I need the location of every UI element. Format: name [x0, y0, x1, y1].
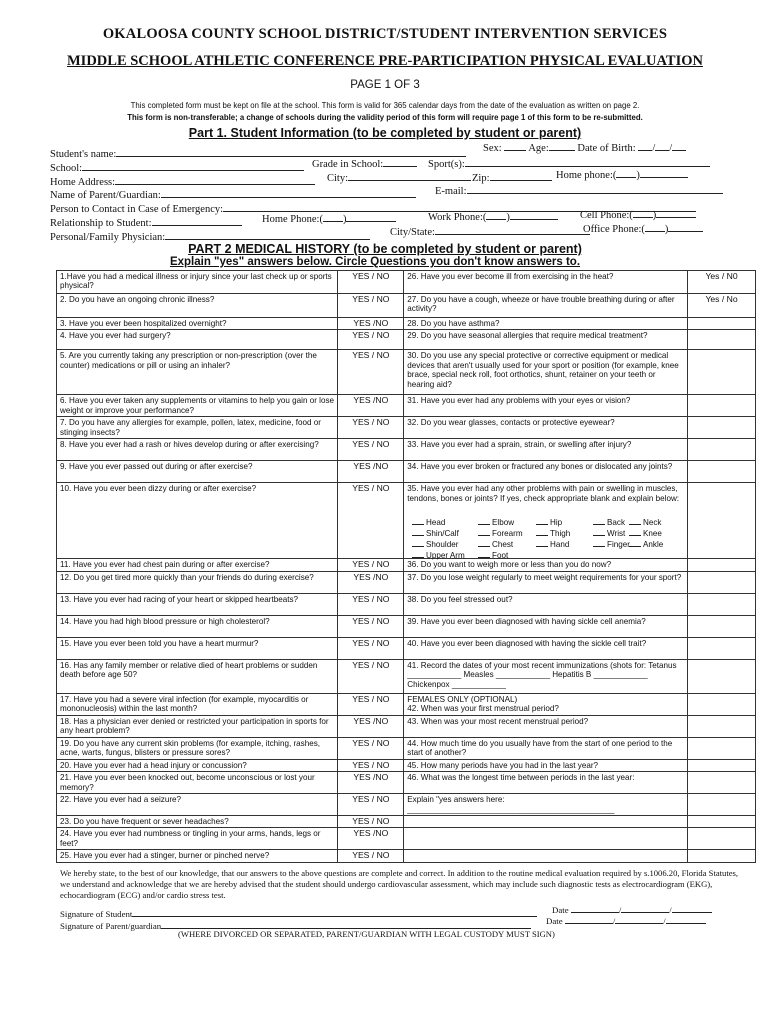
grade-label: Grade in School: — [312, 159, 384, 170]
question-row — [57, 559, 756, 571]
answer-right[interactable] — [688, 559, 756, 571]
city-state-label: City/State: — [390, 227, 435, 238]
body-part-label: Foot — [492, 551, 509, 560]
answer-left[interactable]: YES / NO — [338, 294, 404, 318]
body-part-label: Head — [426, 518, 446, 527]
answer-right[interactable] — [688, 330, 756, 350]
school-field[interactable] — [50, 160, 304, 174]
zip-label: Zip: — [472, 173, 490, 184]
body-part-label: Wrist — [607, 529, 626, 538]
relationship-label: Relationship to Student: — [50, 218, 152, 229]
answer-right[interactable] — [688, 794, 756, 816]
question-right — [404, 828, 688, 850]
part2-instructions: Explain "yes" answers below. Circle Questions you don't know answers to. — [169, 256, 581, 268]
home-phone-label: Home phone:( — [556, 170, 617, 181]
parent-name-field[interactable] — [50, 187, 416, 201]
body-part-label: Finger — [607, 540, 630, 549]
students-name-label: Student's name: — [50, 149, 117, 160]
body-part-option[interactable] — [478, 549, 508, 560]
answer-right[interactable] — [688, 483, 756, 559]
question-left: 19. Do you have any current skin problems (for example, itching, rashes, acne, warts, fungus, blisters or pressure sores? — [57, 737, 338, 759]
question-right: 33. Have you ever had a sprain, strain, or swelling after injury? — [404, 439, 688, 461]
body-part-option[interactable] — [593, 527, 625, 538]
question-right: 31. Have you ever had any problems with your eyes or vision? — [404, 395, 688, 417]
question-row — [57, 737, 756, 759]
question-right: 38. Do you feel stressed out? — [404, 593, 688, 615]
question-right: 29. Do you have seasonal allergies that require medical treatment? — [404, 330, 688, 350]
grade-field[interactable] — [312, 156, 417, 170]
answer-right[interactable] — [688, 828, 756, 850]
body-part-option[interactable] — [629, 516, 661, 527]
answer-right[interactable] — [688, 615, 756, 637]
question-row — [57, 772, 756, 794]
answer-left[interactable]: YES / NO — [338, 330, 404, 350]
answer-left[interactable]: YES /NO — [338, 828, 404, 850]
certification-statement: We hereby state, to the best of our knowledge, that our answers to the above questions are complete and correct. In addition to the routine medical evaluation required by s.1006.20, Florida Statutes, we understand and acknowledge that we are hereby advised that the student should undergo cardiovascular assessment, which may include such diagnostic tests as electrocardiogram (EKG), echocardiogram (ECG) and/or cardio stress test. — [60, 868, 739, 900]
question-row — [57, 271, 756, 294]
office-phone-field[interactable]: Office Phone:( ) — [583, 221, 703, 235]
question-left: 15. Have you ever been told you have a heart murmur? — [57, 637, 338, 659]
body-part-label: Hip — [550, 518, 563, 527]
answer-left[interactable]: YES / NO — [338, 350, 404, 395]
parent-date-label: Date — [546, 916, 563, 926]
question-left: 22. Have you ever had a seizure? — [57, 794, 338, 816]
answer-left[interactable]: YES /NO — [338, 715, 404, 737]
question-left: 11. Have you ever had chest pain during or after exercise? — [57, 559, 338, 571]
body-part-option[interactable] — [412, 527, 459, 538]
question-left: 25. Have you ever had a stinger, burner or pinched nerve? — [57, 850, 338, 862]
sports-label: Sport(s): — [428, 159, 465, 170]
answer-left[interactable]: YES / NO — [338, 816, 404, 828]
city-field[interactable] — [327, 170, 471, 184]
custody-note: (WHERE DIVORCED OR SEPARATED, PARENT/GUARDIAN WITH LEGAL CUSTODY MUST SIGN) — [178, 929, 555, 939]
question-left: 5. Are you currently taking any prescription or non-prescription (over the counter) medications or pill or using an inhaler? — [57, 350, 338, 395]
question-left: 16. Has any family member or relative died of heart problems or sudden death before age 50? — [57, 659, 338, 693]
body-part-option[interactable] — [478, 516, 514, 527]
body-part-option[interactable] — [412, 516, 445, 527]
answer-left[interactable]: YES /NO — [338, 318, 404, 330]
body-part-label: Shin/Calf — [426, 529, 459, 538]
office-phone-label: Office Phone:( — [583, 224, 645, 235]
physician-label: Personal/Family Physician: — [50, 232, 166, 243]
answer-left[interactable]: YES / NO — [338, 737, 404, 759]
body-part-label: Forearm — [492, 529, 523, 538]
question-row — [57, 395, 756, 417]
work-phone-field[interactable]: Work Phone:( ) — [428, 209, 558, 223]
answer-right[interactable]: Yes / N0 — [688, 271, 756, 294]
cell-phone-label: Cell Phone:( — [580, 210, 633, 221]
answer-left[interactable]: YES /NO — [338, 571, 404, 593]
question-left: 2. Do you have an ongoing chronic illness? — [57, 294, 338, 318]
question-left: 17. Have you had a severe viral infection (for example, myocarditis or mononucleosis) within the last month? — [57, 693, 338, 715]
question-left: 20. Have you ever had a head injury or concussion? — [57, 759, 338, 771]
sex-label: Sex: — [483, 143, 502, 154]
question-row — [57, 294, 756, 318]
body-part-option[interactable] — [478, 527, 523, 538]
question-right: 39. Have you ever been diagnosed with having sickle cell anemia? — [404, 615, 688, 637]
question-left: 10. Have you ever been dizzy during or after exercise? — [57, 483, 338, 559]
body-part-option[interactable] — [412, 538, 458, 549]
city-state-field[interactable] — [390, 224, 590, 238]
question-row — [57, 794, 756, 816]
relationship-field[interactable] — [50, 215, 242, 229]
question-left: 18. Has a physician ever denied or restricted your participation in sports for any heart problem? — [57, 715, 338, 737]
body-part-option[interactable] — [536, 538, 569, 549]
question-left: 8. Have you ever had a rash or hives develop during or after exercising? — [57, 439, 338, 461]
home-phone2-field[interactable]: Home Phone:( ) — [262, 211, 396, 225]
answer-right[interactable] — [688, 659, 756, 693]
question-row — [57, 417, 756, 439]
question-left: 3. Have you ever been hospitalized overnight? — [57, 318, 338, 330]
question-row — [57, 350, 756, 395]
answer-left[interactable]: YES / NO — [338, 417, 404, 439]
answer-right[interactable] — [688, 593, 756, 615]
body-part-option[interactable] — [478, 538, 513, 549]
answer-left[interactable]: YES / NO — [338, 850, 404, 862]
question-right: 36. Do you want to weigh more or less than you do now? — [404, 559, 688, 571]
question-right: 35. Have you ever had any other problems with pain or swelling in muscles, tendons, bones or joints? If yes, check appropriate blank and explain below: — [404, 483, 688, 559]
answer-left[interactable]: YES /NO — [338, 395, 404, 417]
page-number: PAGE 1 OF 3 — [350, 79, 420, 91]
question-left: 1.Have you had a medical illness or injury since your last check up or sports physical? — [57, 271, 338, 294]
sex-age-dob-field[interactable]: Sex: Age: Date of Birth: / / — [483, 140, 686, 154]
question-row — [57, 439, 756, 461]
question-right: 37. Do you lose weight regularly to meet weight requirements for your sport? — [404, 571, 688, 593]
part1-heading: Part 1. Student Information (to be completed by student or parent) — [188, 126, 582, 140]
district-title: OKALOOSA COUNTY SCHOOL DISTRICT/STUDENT INTERVENTION SERVICES — [102, 26, 668, 42]
school-label: School: — [50, 163, 83, 174]
home-phone2-label: Home Phone:( — [262, 214, 323, 225]
parent-signature-label: Signature of Parent/guardian — [60, 921, 162, 931]
transfer-note: This form is non-transferable; a change of schools during the validity period of this form will require page 1 of this form to be re-submitted. — [127, 113, 643, 122]
zip-field[interactable] — [472, 170, 552, 184]
city-label: City: — [327, 173, 349, 184]
answer-left[interactable]: YES / NO — [338, 593, 404, 615]
parent-name-label: Name of Parent/Guardian: — [50, 190, 161, 201]
body-part-label: Chest — [492, 540, 514, 549]
question-left: 14. Have you had high blood pressure or high cholesterol? — [57, 615, 338, 637]
answer-right[interactable] — [688, 417, 756, 439]
answer-right[interactable] — [688, 461, 756, 483]
question-row — [57, 461, 756, 483]
answer-left[interactable]: YES /NO — [338, 461, 404, 483]
body-part-option[interactable] — [593, 538, 630, 549]
body-part-option[interactable] — [629, 538, 663, 549]
answer-right[interactable] — [688, 439, 756, 461]
body-part-label: Knee — [643, 529, 662, 538]
question-left: 6. Have you ever taken any supplements or vitamins to help you gain or lose weight or improve your performance? — [57, 395, 338, 417]
answer-right[interactable] — [688, 318, 756, 330]
email-field[interactable] — [435, 183, 723, 197]
answer-left[interactable]: YES /NO — [338, 772, 404, 794]
body-part-label: Elbow — [492, 518, 515, 527]
body-part-label: Back — [607, 518, 625, 527]
answer-right[interactable] — [688, 816, 756, 828]
question-row — [57, 759, 756, 771]
answer-right[interactable] — [688, 395, 756, 417]
question-left: 7. Do you have any allergies for example, pollen, latex, medicine, food or stinging insects? — [57, 417, 338, 439]
question-right: 46. What was the longest time between periods in the last year: — [404, 772, 688, 794]
body-part-option[interactable] — [412, 549, 465, 560]
question-right: 30. Do you use any special protective or corrective equipment or medical devices that aren't usually used for your sport or position (for example, knee brace, special neck roll, foot orthotics, shunt, retainer on your teeth or hearing aid? — [404, 350, 688, 395]
question-row — [57, 715, 756, 737]
question-left: 23. Do you have frequent or sever headaches? — [57, 816, 338, 828]
parent-date-line[interactable]: Date / / — [546, 913, 706, 926]
validity-note: This completed form must be kept on file at the school. This form is valid for 365 calendar days from the date of the evaluation as written on page 2. — [130, 101, 640, 110]
body-part-label: Ankle — [643, 540, 664, 549]
answer-right[interactable] — [688, 637, 756, 659]
answer-right[interactable] — [688, 737, 756, 759]
student-date-line[interactable]: Date / / — [552, 902, 712, 915]
body-part-label: Hand — [550, 540, 570, 549]
question-right: 26. Have you ever become ill from exercising in the heat? — [404, 271, 688, 294]
home-address-label: Home Address: — [50, 177, 116, 188]
question-left: 13. Have you ever had racing of your heart or skipped heartbeats? — [57, 593, 338, 615]
question-row — [57, 318, 756, 330]
work-phone-label: Work Phone:( — [428, 212, 487, 223]
question-row — [57, 693, 756, 715]
question-right: 28. Do you have asthma? — [404, 318, 688, 330]
answer-left[interactable]: YES / NO — [338, 559, 404, 571]
question-left: 24. Have you ever had numbness or tingling in your arms, hands, legs or feet? — [57, 828, 338, 850]
question-right: 44. How much time do you usually have from the start of one period to the start of another? — [404, 737, 688, 759]
answer-right[interactable]: Yes / No — [688, 294, 756, 318]
answer-left[interactable]: YES / NO — [338, 659, 404, 693]
question-row — [57, 637, 756, 659]
question-right: Explain "yes answers here: ______________________________________________ — [404, 794, 688, 816]
question-right: 40. Have you ever been diagnosed with having the sickle cell trait? — [404, 637, 688, 659]
body-part-option[interactable] — [593, 516, 625, 527]
answer-right[interactable] — [688, 571, 756, 593]
body-part-label: Neck — [643, 518, 662, 527]
answer-right[interactable] — [688, 772, 756, 794]
answer-left[interactable]: YES / NO — [338, 271, 404, 294]
question-right: FEMALES ONLY (OPTIONAL) 42. When was your first menstrual period? — [404, 693, 688, 715]
email-label: E-mail: — [435, 186, 467, 197]
answer-left[interactable]: YES / NO — [338, 439, 404, 461]
answer-right[interactable] — [688, 759, 756, 771]
question-row — [57, 571, 756, 593]
emergency-contact-label: Person to Contact in Case of Emergency: — [50, 204, 224, 215]
answer-left[interactable]: YES / NO — [338, 794, 404, 816]
cell-phone-field[interactable]: Cell Phone:( ) — [580, 207, 696, 221]
answer-right[interactable] — [688, 850, 756, 862]
question-right — [404, 816, 688, 828]
question-right: 45. How many periods have you had in the last year? — [404, 759, 688, 771]
question-row — [57, 615, 756, 637]
dob-label: Date of Birth: — [577, 143, 636, 154]
question-row — [57, 850, 756, 862]
question-row — [57, 659, 756, 693]
question-right: 43. When was your most recent menstrual period? — [404, 715, 688, 737]
question-row — [57, 828, 756, 850]
body-part-label: Upper Arm — [426, 551, 465, 560]
answer-left[interactable]: YES / NO — [338, 615, 404, 637]
question-right: 34. Have you ever broken or fractured any bones or dislocated any joints? — [404, 461, 688, 483]
part2-heading: PART 2 MEDICAL HISTORY (to be completed by student or parent) — [188, 242, 582, 256]
answer-left[interactable]: YES / NO — [338, 759, 404, 771]
question-right: 41. Record the dates of your most recent immunizations (shots for: Tetanus ____________ Measles ____________ Hepatitis B ____________ Chickenpox ____________ — [404, 659, 688, 693]
question-left: 21. Have you ever been knocked out, become unconscious or lost your memory? — [57, 772, 338, 794]
form-title: MIDDLE SCHOOL ATHLETIC CONFERENCE PRE-PARTICIPATION PHYSICAL EVALUATION — [67, 53, 703, 69]
body-part-option[interactable] — [629, 527, 662, 538]
physician-field[interactable] — [50, 229, 370, 243]
question-right — [404, 850, 688, 862]
home-phone-field[interactable]: Home phone:( ) — [556, 167, 688, 181]
age-label: Age: — [528, 143, 549, 154]
medical-history-table — [56, 270, 756, 863]
body-part-label: Shoulder — [426, 540, 459, 549]
question-row — [57, 816, 756, 828]
question-right: 32. Do you wear glasses, contacts or protective eyewear? — [404, 417, 688, 439]
answer-left[interactable]: YES / NO — [338, 637, 404, 659]
answer-left[interactable]: YES / NO — [338, 693, 404, 715]
body-part-option[interactable] — [536, 516, 562, 527]
question-left: 4. Have you ever had surgery? — [57, 330, 338, 350]
question-left: 9. Have you ever passed out during or after exercise? — [57, 461, 338, 483]
student-signature-label: Signature of Student — [60, 909, 133, 919]
question-left: 12. Do you get tired more quickly than your friends do during exercise? — [57, 571, 338, 593]
body-part-label: Thigh — [550, 529, 571, 538]
answer-right[interactable] — [688, 350, 756, 395]
answer-right[interactable] — [688, 715, 756, 737]
body-part-option[interactable] — [536, 527, 570, 538]
question-right: 27. Do you have a cough, wheeze or have trouble breathing during or after activity? — [404, 294, 688, 318]
student-date-label: Date — [552, 905, 569, 915]
question-row — [57, 330, 756, 350]
question-row — [57, 593, 756, 615]
answer-right[interactable] — [688, 693, 756, 715]
answer-left[interactable]: YES / NO — [338, 483, 404, 559]
home-address-field[interactable] — [50, 174, 315, 188]
